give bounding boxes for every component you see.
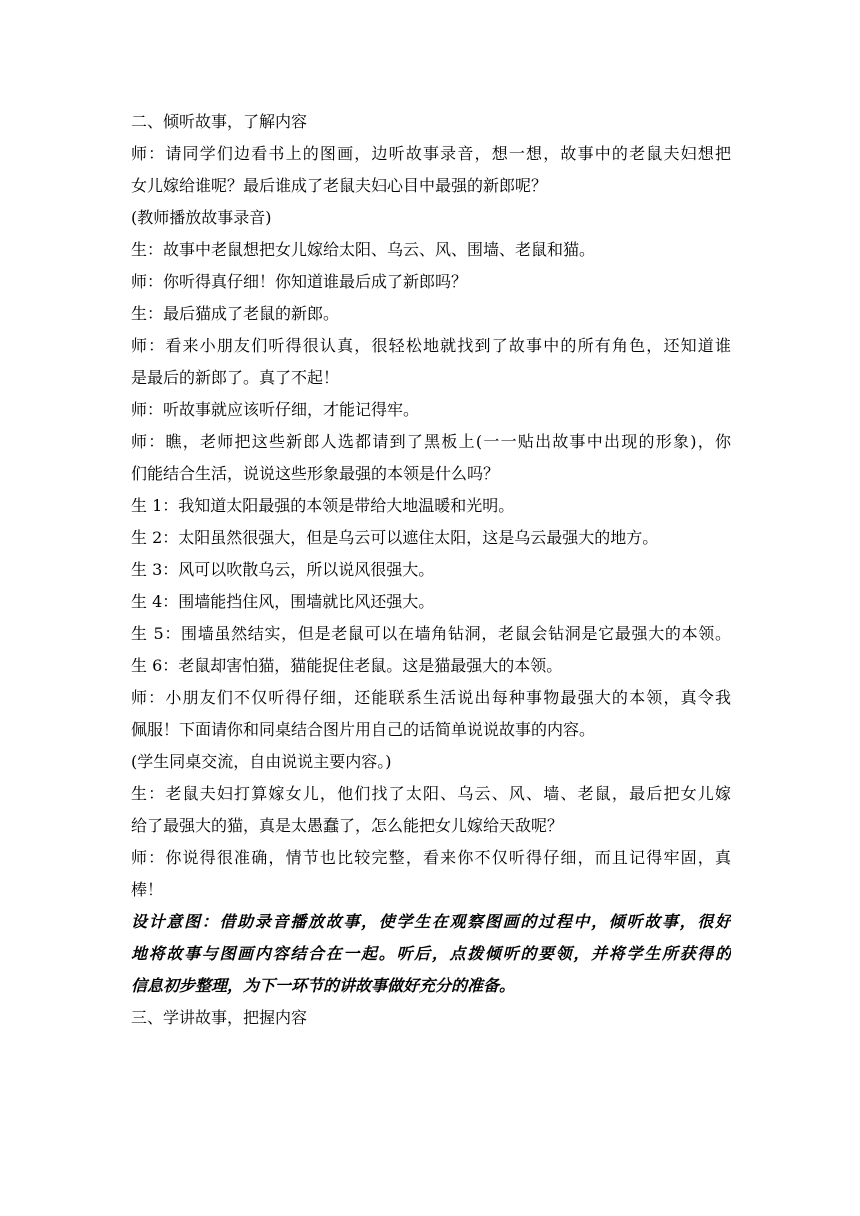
student-line-3: 生 3：风可以吹散乌云，所以说风很强大。 [131,560,435,579]
stage-direction: (学生同桌交流，自由说说主要内容。) [131,752,392,771]
student-line-5: 生 5：围墙虽然结实，但是老鼠可以在墙角钻洞，老鼠会钻洞是它最强大的本领。 [131,624,731,643]
student-line: 生：最后猫成了老鼠的新郎。 [131,304,340,323]
teacher-line: 师：你说得很准确，情节也比较完整，看来你不仅听得仔细，而且记得牢固，真 [131,848,731,867]
section-heading-3: 三、学讲故事，把握内容 [131,1008,308,1027]
teacher-line: 师：看来小朋友们听得很认真，很轻松地就找到了故事中的所有角色，还知道谁 [131,336,731,355]
student-line: 生：故事中老鼠想把女儿嫁给太阳、乌云、风、围墙、老鼠和猫。 [131,240,596,259]
teacher-line-cont: 佩服！下面请你和同桌结合图片用自己的话简单说说故事的内容。 [131,720,596,739]
design-intent-line: 设计意图：借助录音播放故事，使学生在观察图画的过程中，倾听故事，很好 [131,912,731,931]
stage-direction: (教师播放故事录音) [131,208,272,227]
student-line-cont: 给了最强大的猫，真是太愚蠢了，怎么能把女儿嫁给天敌呢？ [131,816,564,835]
student-line-1: 生 1：我知道太阳最强的本领是带给大地温暖和光明。 [131,496,515,515]
teacher-line-cont: 是最后的新郎了。真了不起！ [131,368,340,387]
teacher-line-cont: 们能结合生活，说说这些形象最强的本领是什么吗？ [131,464,500,483]
student-line-6: 生 6：老鼠却害怕猫，猫能捉住老鼠。这是猫最强大的本领。 [131,656,563,675]
teacher-line-cont: 棒！ [131,880,164,899]
teacher-line: 师：小朋友们不仅听得仔细，还能联系生活说出每种事物最强大的本领，真令我 [131,688,731,707]
document-body [131,106,731,1034]
teacher-line: 师：请同学们边看书上的图画，边听故事录音，想一想，故事中的老鼠夫妇想把 [131,144,731,163]
design-intent-line: 信息初步整理，为下一环节的讲故事做好充分的准备。 [131,976,516,995]
student-line-4: 生 4：围墙能挡住风，围墙就比风还强大。 [131,592,435,611]
design-intent-line: 地将故事与图画内容结合在一起。听后，点拨倾听的要领，并将学生所获得的 [131,944,731,963]
teacher-line-cont: 女儿嫁给谁呢？最后谁成了老鼠夫妇心目中最强的新郎呢？ [131,176,548,195]
student-line: 生：老鼠夫妇打算嫁女儿，他们找了太阳、乌云、风、墙、老鼠，最后把女儿嫁 [131,784,731,803]
student-line-2: 生 2：太阳虽然很强大，但是乌云可以遮住太阳，这是乌云最强大的地方。 [131,528,659,547]
teacher-line: 师：你听得真仔细！你知道谁最后成了新郎吗？ [131,272,468,291]
teacher-line: 师：瞧，老师把这些新郎人选都请到了黑板上(一一贴出故事中出现的形象)，你 [131,432,731,451]
teacher-line: 师：听故事就应该听仔细，才能记得牢。 [131,400,420,419]
section-heading-2: 二、倾听故事，了解内容 [131,112,308,131]
